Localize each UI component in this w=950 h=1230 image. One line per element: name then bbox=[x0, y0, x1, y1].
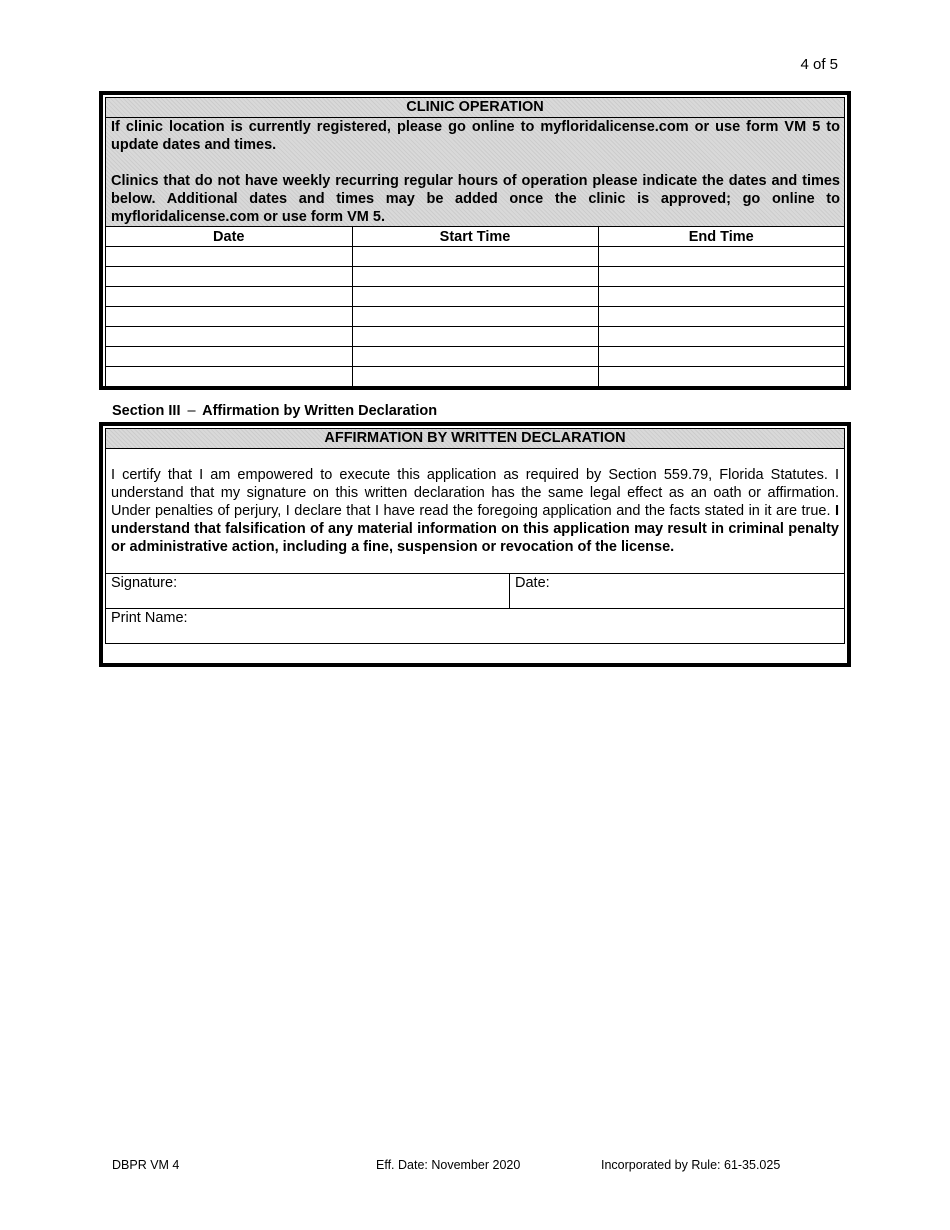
date-field[interactable] bbox=[510, 574, 844, 608]
start-time-cell[interactable] bbox=[352, 327, 598, 347]
print-name-field[interactable] bbox=[106, 609, 844, 643]
affirmation-text bbox=[106, 449, 844, 574]
section-3-label: Section III bbox=[112, 403, 181, 419]
start-time-cell[interactable] bbox=[352, 307, 598, 327]
clinic-note-nonrecurring: Clinics that do not have weekly recurring regular hours of operation please indicate the dates and times below. Additional dates and times may be added once the clinic is approved; go online to myfloridalicense.com or use form VM 5. bbox=[111, 173, 840, 225]
clinic-operation-title: CLINIC OPERATION bbox=[106, 98, 844, 118]
start-time-cell[interactable] bbox=[352, 287, 598, 307]
clinic-hours-table bbox=[106, 226, 844, 386]
table-row bbox=[106, 247, 844, 267]
start-time-cell[interactable] bbox=[352, 267, 598, 287]
section-3-title: Affirmation by Written Declaration bbox=[202, 403, 438, 419]
table-row bbox=[106, 367, 844, 387]
date-cell[interactable] bbox=[106, 307, 352, 327]
footer-effective-date: Eff. Date: November 2020 bbox=[376, 1158, 521, 1172]
signature-row bbox=[106, 574, 844, 609]
table-row bbox=[106, 327, 844, 347]
column-header-end-time: End Time bbox=[598, 227, 844, 247]
date-cell[interactable] bbox=[106, 287, 352, 307]
start-time-cell[interactable] bbox=[352, 347, 598, 367]
page-number: 4 of 5 bbox=[800, 56, 838, 73]
start-time-cell[interactable] bbox=[352, 367, 598, 387]
end-time-cell[interactable] bbox=[598, 287, 844, 307]
affirmation-title: AFFIRMATION BY WRITTEN DECLARATION bbox=[106, 429, 844, 449]
column-header-start-time: Start Time bbox=[352, 227, 598, 247]
column-header-date: Date bbox=[106, 227, 352, 247]
end-time-cell[interactable] bbox=[598, 347, 844, 367]
affirmation-box bbox=[99, 422, 851, 667]
date-cell[interactable] bbox=[106, 347, 352, 367]
clinic-hours-rows bbox=[106, 247, 844, 387]
end-time-cell[interactable] bbox=[598, 327, 844, 347]
end-time-cell[interactable] bbox=[598, 247, 844, 267]
affirmation-text-bold: I understand that falsification of any material information on this application may result in criminal penalty or administrative action, including a fine, suspension or revocation of the license. bbox=[111, 503, 839, 555]
date-cell[interactable] bbox=[106, 367, 352, 387]
section-3-dash: – bbox=[187, 403, 196, 419]
clinic-note-registered: If clinic location is currently registered, please go online to myfloridalicense.com or use form VM 5 to update dates and times. bbox=[111, 119, 840, 153]
start-time-cell[interactable] bbox=[352, 247, 598, 267]
end-time-cell[interactable] bbox=[598, 267, 844, 287]
table-row bbox=[106, 347, 844, 367]
section-3-heading bbox=[112, 403, 437, 419]
footer-form-id: DBPR VM 4 bbox=[112, 1158, 180, 1172]
table-header-row bbox=[106, 227, 844, 247]
date-label: Date: bbox=[515, 575, 550, 591]
clinic-operation-instructions bbox=[106, 118, 844, 226]
date-cell[interactable] bbox=[106, 247, 352, 267]
clinic-operation-header bbox=[106, 98, 844, 226]
print-name-label: Print Name: bbox=[111, 610, 188, 626]
table-row bbox=[106, 267, 844, 287]
signature-label: Signature: bbox=[111, 575, 178, 591]
footer-rule: Incorporated by Rule: 61-35.025 bbox=[601, 1158, 781, 1172]
end-time-cell[interactable] bbox=[598, 367, 844, 387]
end-time-cell[interactable] bbox=[598, 307, 844, 327]
date-cell[interactable] bbox=[106, 267, 352, 287]
date-cell[interactable] bbox=[106, 327, 352, 347]
table-row bbox=[106, 287, 844, 307]
signature-field[interactable] bbox=[106, 574, 510, 608]
table-row bbox=[106, 307, 844, 327]
affirmation-text-regular: I certify that I am empowered to execute this application as required by Section 559.79, Florida Statutes. I understand that my signature on this written declaration has the same legal effect as an oath or affirmation. Under penalties of perjury, I declare that I have read the foregoing application and the facts stated in it are true. bbox=[111, 467, 839, 519]
clinic-operation-box bbox=[99, 91, 851, 390]
